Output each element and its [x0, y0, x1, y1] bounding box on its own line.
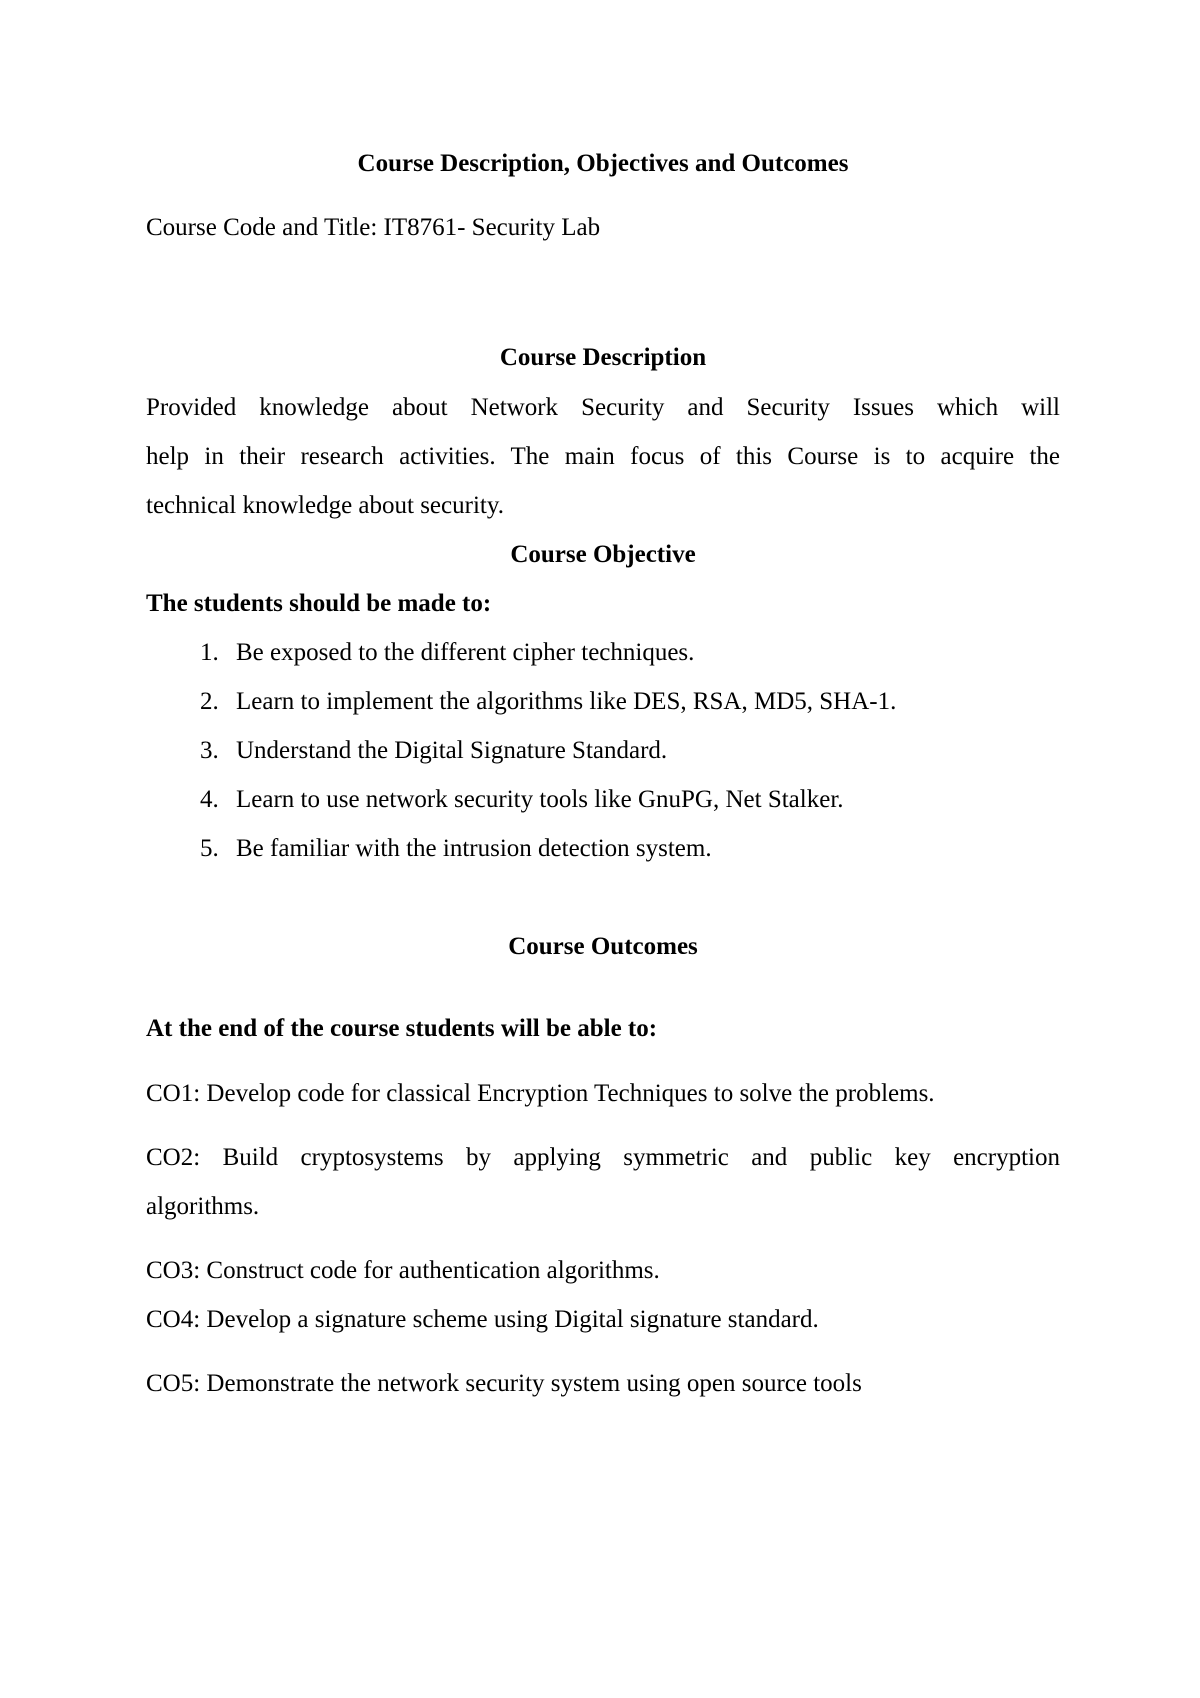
outcome-co3: CO3: Construct code for authentication algorithms.: [146, 1257, 660, 1284]
outcomes-intro: At the end of the course students will be able to:: [146, 1015, 658, 1042]
description-line-1: Provided knowledge about Network Security and Security Issues which will: [146, 394, 1060, 421]
description-line-2: help in their research activities. The main focus of this Course is to acquire the: [146, 443, 1060, 470]
objective-list-item: [200, 834, 1060, 864]
list-text: Be exposed to the different cipher techniques.: [236, 639, 695, 666]
list-text: Understand the Digital Signature Standard.: [236, 737, 668, 764]
objective-list-item: [200, 687, 1060, 717]
list-number: 1.: [200, 639, 219, 666]
outcome-co1: CO1: Develop code for classical Encryption Techniques to solve the problems.: [146, 1080, 935, 1107]
list-text: Be familiar with the intrusion detection system.: [236, 835, 712, 862]
list-number: 2.: [200, 688, 219, 715]
objective-list-item: [200, 736, 1060, 766]
course-description-heading: Course Description: [499, 344, 707, 371]
objective-list-item: [200, 638, 1060, 668]
objective-intro: The students should be made to:: [146, 590, 492, 617]
document-title: Course Description, Objectives and Outcomes: [357, 150, 849, 177]
course-outcomes-heading: Course Outcomes: [508, 933, 698, 960]
objective-list-item: [200, 785, 1060, 815]
outcome-co5: CO5: Demonstrate the network security system using open source tools: [146, 1370, 862, 1397]
list-text: Learn to use network security tools like GnuPG, Net Stalker.: [236, 786, 844, 813]
outcome-co2-line-2: algorithms.: [146, 1193, 260, 1220]
outcome-co4: CO4: Develop a signature scheme using Digital signature standard.: [146, 1306, 819, 1333]
list-number: 5.: [200, 835, 219, 862]
course-objective-heading: Course Objective: [510, 541, 696, 568]
list-number: 4.: [200, 786, 219, 813]
description-line-3: technical knowledge about security.: [146, 492, 504, 519]
course-code-line: Course Code and Title: IT8761- Security Lab: [146, 214, 601, 241]
list-number: 3.: [200, 737, 219, 764]
outcome-co2-line-1: CO2: Build cryptosystems by applying symmetric and public key encryption: [146, 1144, 1060, 1171]
list-text: Learn to implement the algorithms like DES, RSA, MD5, SHA-1.: [236, 688, 897, 715]
